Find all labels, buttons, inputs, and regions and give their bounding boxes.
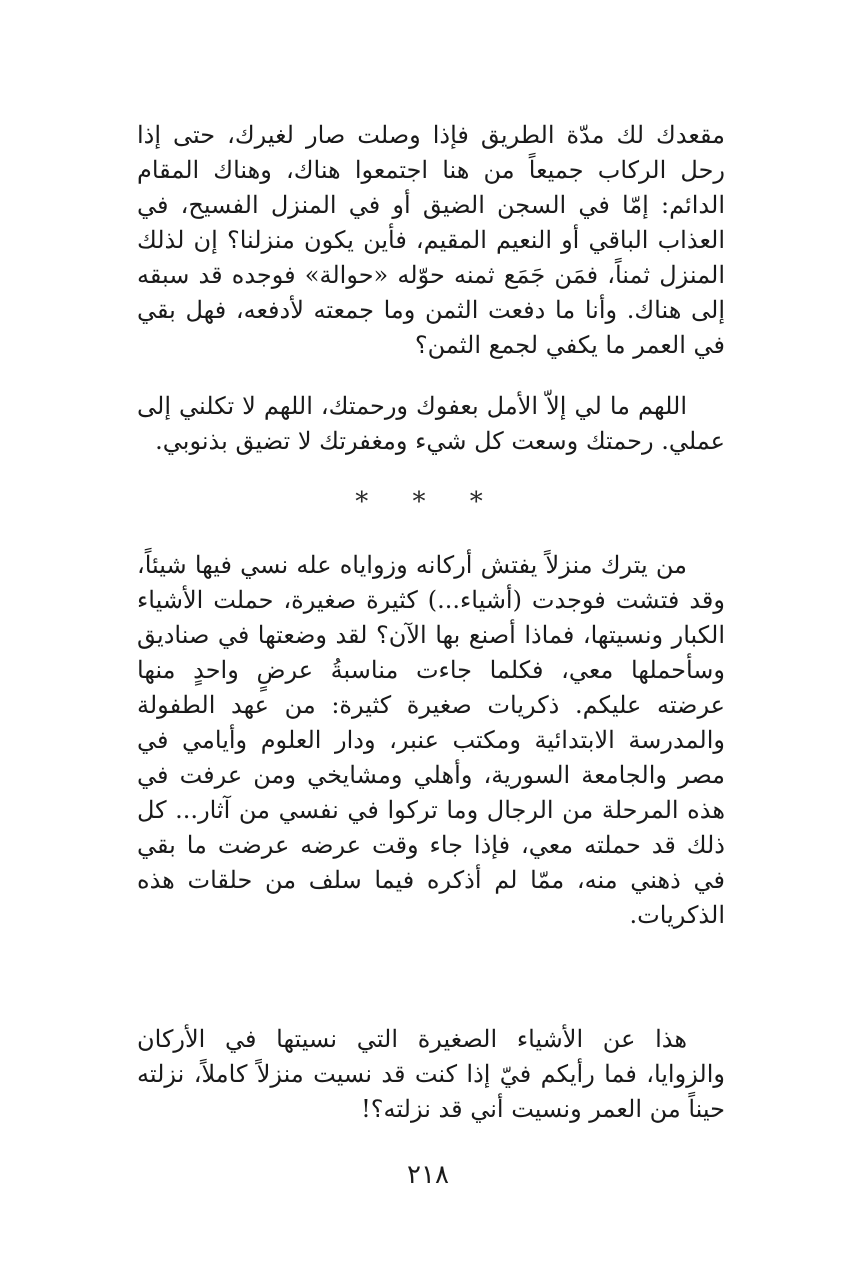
paragraph-4: هذا عن الأشياء الصغيرة التي نسيتها في الأركان والزوايا، فما رأيكم فيّ إذا كنت قد نسيت منزلاً كاملاً، نزلته حيناً من العمر ونسيت أني قد نزلته؟! (137, 1025, 725, 1123)
paragraph-2: اللهم ما لي إلاّ الأمل بعفوك ورحمتك، اللهم لا تكلني إلى عملي. رحمتك وسعت كل شيء ومغفرتك لا تضيق بذنوبي. (137, 392, 725, 455)
paragraph-block-2 (137, 389, 725, 459)
section-separator: * * * (355, 487, 501, 517)
paragraph-1: مقعدك لك مدّة الطريق فإذا وصلت صار لغيرك، حتى إذا رحل الركاب جميعاً من هنا اجتمعوا هناك، وهناك المقام الدائم: إمّا في السجن الضيق أو في المنزل الفسيح، في العذاب الباقي أو النعيم المقيم، فأين يكون منزلنا؟ إن لذلك المنزل ثمناً، فمَن جَمَع ثمنه حوّله «حوالة» فوجده قد سبقه إلى هناك. وأنا ما دفعت الثمن وما جمعته لأدفعه، فهل بقي في العمر ما يكفي لجمع الثمن؟ (137, 121, 725, 359)
paragraph-block-3 (137, 548, 725, 933)
paragraph-3: من يترك منزلاً يفتش أركانه وزواياه عله نسي فيها شيئاً، وقد فتشت فوجدت (أشياء...) كثيرة صغيرة، حملت الأشياء الكبار ونسيتها، فماذا أصنع بها الآن؟ لقد وضعتها في صناديق وسأحملها معي، فكلما جاءت مناسبةُ عرضٍ واحدٍ منها عرضته عليكم. ذكريات صغيرة كثيرة: من عهد الطفولة والمدرسة الابتدائية ومكتب عنبر، ودار العلوم وأيامي في مصر والجامعة السورية، وأهلي ومشايخي ومن عرفت في هذه المرحلة من الرجال وما تركوا في نفسي من آثار... كل ذلك قد حملته معي، فإذا جاء وقت عرضه عرضت ما بقي في ذهني منه، ممّا لم أذكره فيما سلف من حلقات هذه الذكريات. (137, 551, 725, 929)
page-number: ٢١٨ (407, 1160, 449, 1190)
paragraph-block-1 (137, 118, 725, 363)
paragraph-block-4 (137, 1022, 725, 1127)
